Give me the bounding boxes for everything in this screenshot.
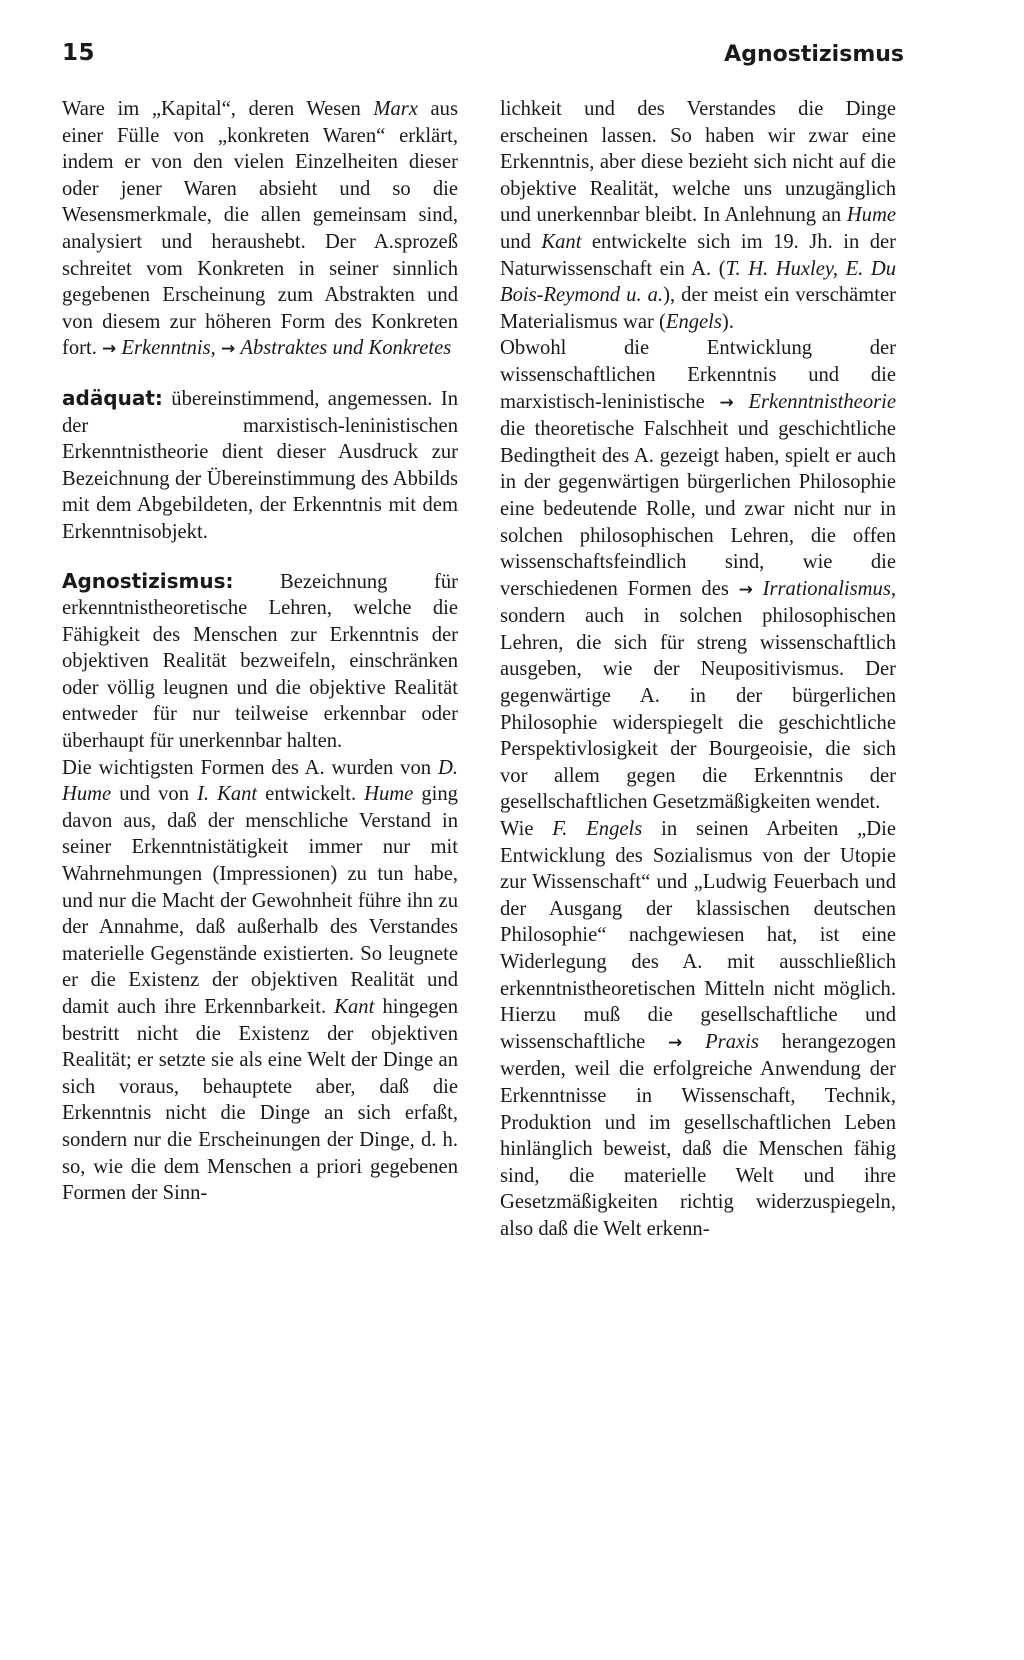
paragraph-obwohl <box>500 335 896 816</box>
text-span: , sondern auch in solchen philosophischen Lehren, die sich für streng wissenschaftlich ausgeben, wie der Neupositivismus. Der gegenwärtige A. in der bürgerlichen Philosophie widerspiegelt die geschichtliche Perspektivlosigkeit der Bourgeoisie, die sich vor allem gegen die Erkenntnis der gesellschaftlichen Gesetzmäßigkeiten wendet. <box>500 577 896 814</box>
text-span: in seinen Arbeiten „Die Entwicklung des Sozialismus von der Utopie zur Wissenschaft“ und „Ludwig Feuerbach und der Ausgang der klassischen deutschen Philosophie“ nachgewiesen hat, ist eine Widerlegung des A. mit ausschließlich erkenntnistheoretischen Mitteln nicht möglich. Hierzu muß die gesellschaftliche und wissenschaftliche <box>500 818 896 1053</box>
running-head: Agnostizismus <box>724 42 904 67</box>
name-hume: Hume <box>364 783 414 806</box>
names-naturwissenschaftler: T. H. Huxley, E. Du Bois-Reymond u. a. <box>500 257 896 307</box>
text-span: entwickelte sich im 19. Jh. in der Naturwissenschaft ein A. ( <box>500 230 896 280</box>
arrow-icon: → <box>668 1032 683 1053</box>
name-engels: Engels <box>665 310 722 333</box>
arrow-icon: → <box>738 579 753 600</box>
text-span: Die wichtigsten Formen des A. wurden von <box>62 756 438 779</box>
name-kant: I. Kant <box>197 783 258 806</box>
cross-reference-praxis[interactable]: Praxis <box>705 1030 759 1053</box>
page-number: 15 <box>62 40 96 66</box>
paragraph-engels <box>500 816 896 1243</box>
text-span: hingegen bestritt nicht die Existenz der objektiven Realität; er setzte sie als eine Welt der Dinge an sich voraus, behauptete aber, daß die Erkenntnis nicht die Dinge an sich erfaßt, sondern nur die Erscheinungen der Dinge, d. h. so, wie die dem Menschen a priori gegebenen Formen der Sinn- <box>62 996 458 1205</box>
name-hume: D. Hume <box>62 756 458 806</box>
text-span: entwickelt. <box>257 783 365 806</box>
arrow-icon: → <box>719 392 734 413</box>
name-engels: F. Engels <box>552 818 643 841</box>
text-span: herangezogen werden, weil die erfolgreiche Anwendung der Erkenntnisse in Wissenschaft, Technik, Produktion und im gesellschaftlichen Leben hinlänglich beweist, daß die Menschen fähig sind, die materielle Welt und ihre Gesetzmäßigkeiten richtig widerzuspiegeln, also daß die Welt erkenn- <box>500 1030 897 1240</box>
text-span: und von <box>111 783 198 806</box>
name-kant: Kant <box>541 230 582 253</box>
name-kant: Kant <box>334 996 375 1018</box>
text-span: Ware im „Kapital“, deren Wesen <box>62 98 374 120</box>
left-column <box>62 96 458 1207</box>
text-span: lichkeit und des Verstandes die Dinge erscheinen lassen. So haben wir zwar eine Erkenntnis, aber diese bezieht sich nicht auf die objektive Realität, welche uns unzugänglich und unerkennbar bleibt. In Anlehnung an <box>500 98 896 227</box>
text-span: ). <box>721 310 734 333</box>
text-span: Wie <box>500 818 553 841</box>
entry-definition: Bezeichnung für erkenntnistheoretische Lehren, welche die Fähigkeit des Menschen zur Erkenntnis der objektiven Realität bezweifeln, einschränken oder völlig leugnen und die objektive Realität entweder für nur teilweise erkennbar oder überhaupt für unerkennbar halten. <box>62 570 458 753</box>
text-span: aus einer Fülle von „konkreten Waren“ erklärt, indem er von den vielen Einzelheiten dieser oder jener Waren absieht und so die Wesensmerkmale, die allen gemeinsam sind, analysiert und heraushebt. Der A.sprozeß schreitet vom Konkreten in seiner sinnlich gegebenen Erscheinung zum Abstrakten und von diesem zur höheren Form des Konkreten fort. <box>62 98 458 360</box>
text-span: ), der meist ein verschämter Materialismus war ( <box>500 284 897 333</box>
text-span: Obwohl die Entwicklung der wissenschaftlichen Erkenntnis und die marxistisch-leninistische <box>500 337 896 413</box>
paragraph-abstraktion-continued <box>62 96 458 363</box>
cross-reference-irrationalismus[interactable]: Irrationalismus <box>762 577 891 600</box>
entry-term-agnostizismus: Agnostizismus: <box>62 568 234 593</box>
text-span: ging davon aus, daß der menschliche Verstand in seiner Erkenntnistätigkeit immer nur mit Wahrnehmungen (Impressionen) zu tun habe, und nur die Macht der Gewohnheit führe ihn zu der Annahme, daß außerhalb des Verstandes materielle Gegenstände existierten. So leugnete er die Existenz der objektiven Realität und damit auch ihre Erkennbarkeit. <box>62 783 458 1018</box>
text-span: die theoretische Falschheit und geschichtliche Bedingtheit des A. gezeigt haben, spielt er auch in der gegenwärtigen bürgerlichen Philosophie eine bedeutende Rolle, und zwar nicht nur in solchen philosophischen Lehren, die offen wissenschaftsfeindlich sind, wie die verschiedenen Formen des <box>500 418 896 600</box>
arrow-icon: → <box>220 339 236 360</box>
name-marx: Marx <box>373 98 418 120</box>
entry-adaequat <box>62 385 458 546</box>
entry-agnostizismus <box>62 568 458 755</box>
cross-reference-erkenntnis[interactable]: Erkenntnis, <box>121 337 216 360</box>
paragraph-formen <box>62 755 458 1207</box>
entry-term-adaequat: adäquat: <box>62 385 163 410</box>
cross-reference-erkenntnistheorie[interactable]: Erkenntnistheorie <box>748 390 896 413</box>
entry-definition: übereinstimmend, angemessen. In der marxistisch-leninistischen Erkenntnistheorie dient dieser Ausdruck zur Bezeichnung der Übereinstimmung des Abbilds mit dem Abgebildeten, der Erkenntnis mit dem Erkenntnisobjekt. <box>62 387 458 543</box>
cross-reference-abstraktes-und-konkretes[interactable]: Abstraktes und Konkretes <box>240 337 452 360</box>
text-span: und <box>500 230 542 253</box>
paragraph-sinnlichkeit <box>500 96 896 335</box>
arrow-icon: → <box>102 339 117 360</box>
right-column <box>500 96 896 1243</box>
name-hume: Hume <box>846 204 896 227</box>
